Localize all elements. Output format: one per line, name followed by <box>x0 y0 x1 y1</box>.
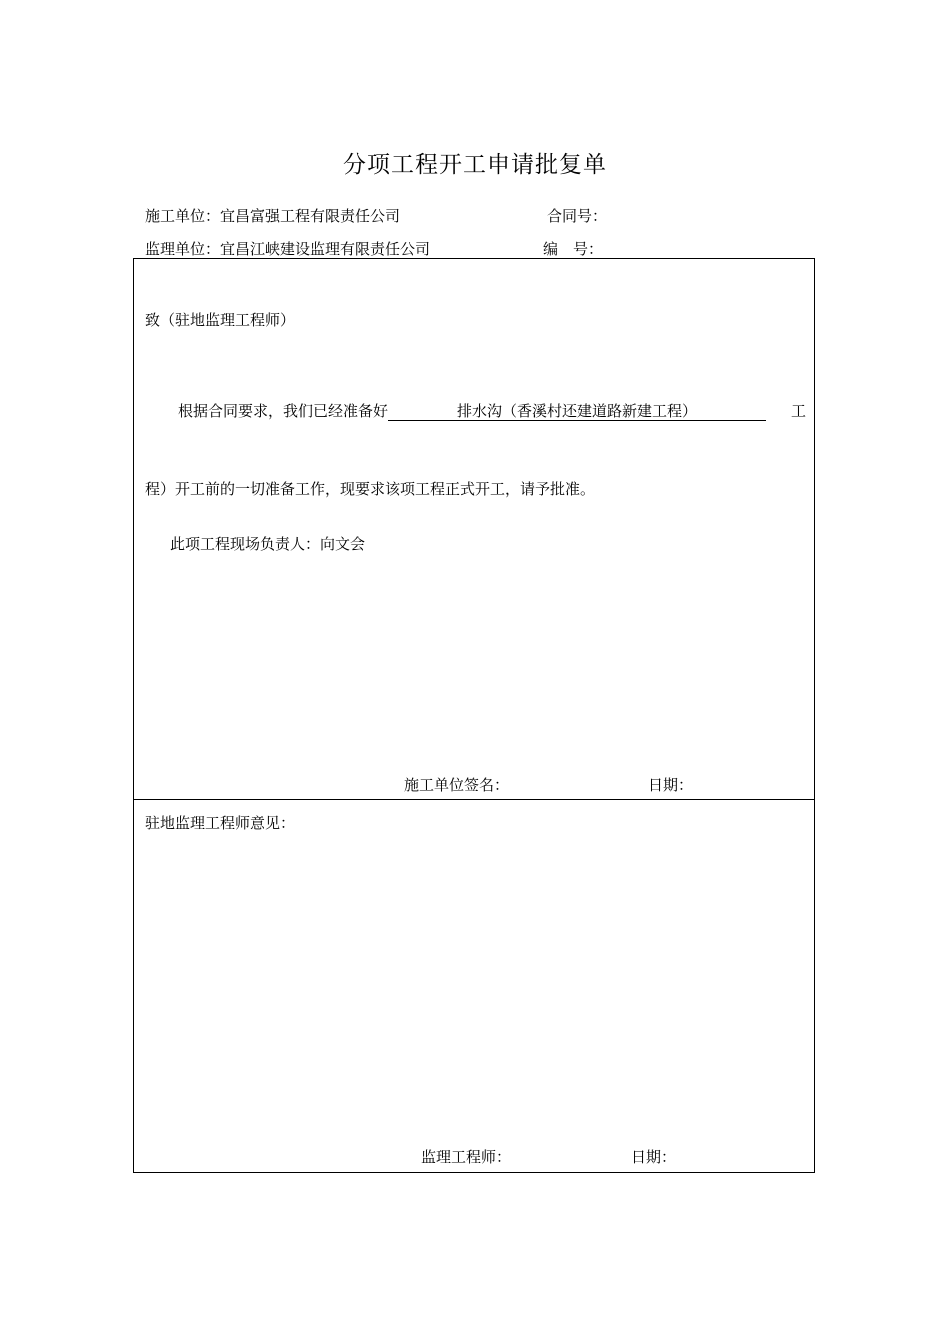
contractor-signature-label: 施工单位签名： <box>404 776 510 794</box>
addressee: 致（驻地监理工程师） <box>145 311 296 329</box>
supervisor-label: 监理单位： <box>145 240 221 258</box>
supervisor-opinion-label: 驻地监理工程师意见： <box>145 814 296 832</box>
contractor-date-label: 日期： <box>648 776 694 794</box>
application-body-line-1 <box>178 400 766 421</box>
engineer-date-label: 日期： <box>631 1148 677 1166</box>
contract-number-label: 合同号： <box>547 207 608 225</box>
supervisor-value: 宜昌江峡建设监理有限责任公司 <box>220 240 431 258</box>
section-divider <box>134 799 814 800</box>
body-prefix: 根据合同要求，我们已经准备好 <box>178 402 389 420</box>
supervisor-row <box>145 238 430 259</box>
site-manager-line: 此项工程现场负责人：向文会 <box>170 535 366 553</box>
engineer-signature-label: 监理工程师： <box>421 1148 512 1166</box>
body-suffix-tail: 工 <box>791 402 807 420</box>
contractor-value: 宜昌富强工程有限责任公司 <box>220 207 401 225</box>
contractor-row <box>145 205 400 226</box>
application-body-line-2: 程）开工前的一切准备工作，现要求该项工程正式开工，请予批准。 <box>145 480 596 498</box>
contractor-label: 施工单位： <box>145 207 221 225</box>
application-form-box <box>133 258 815 1173</box>
project-name: 排水沟（香溪村还建道路新建工程） <box>388 402 766 421</box>
page-title: 分项工程开工申请批复单 <box>343 152 607 178</box>
serial-number-label: 编 号： <box>543 240 604 258</box>
